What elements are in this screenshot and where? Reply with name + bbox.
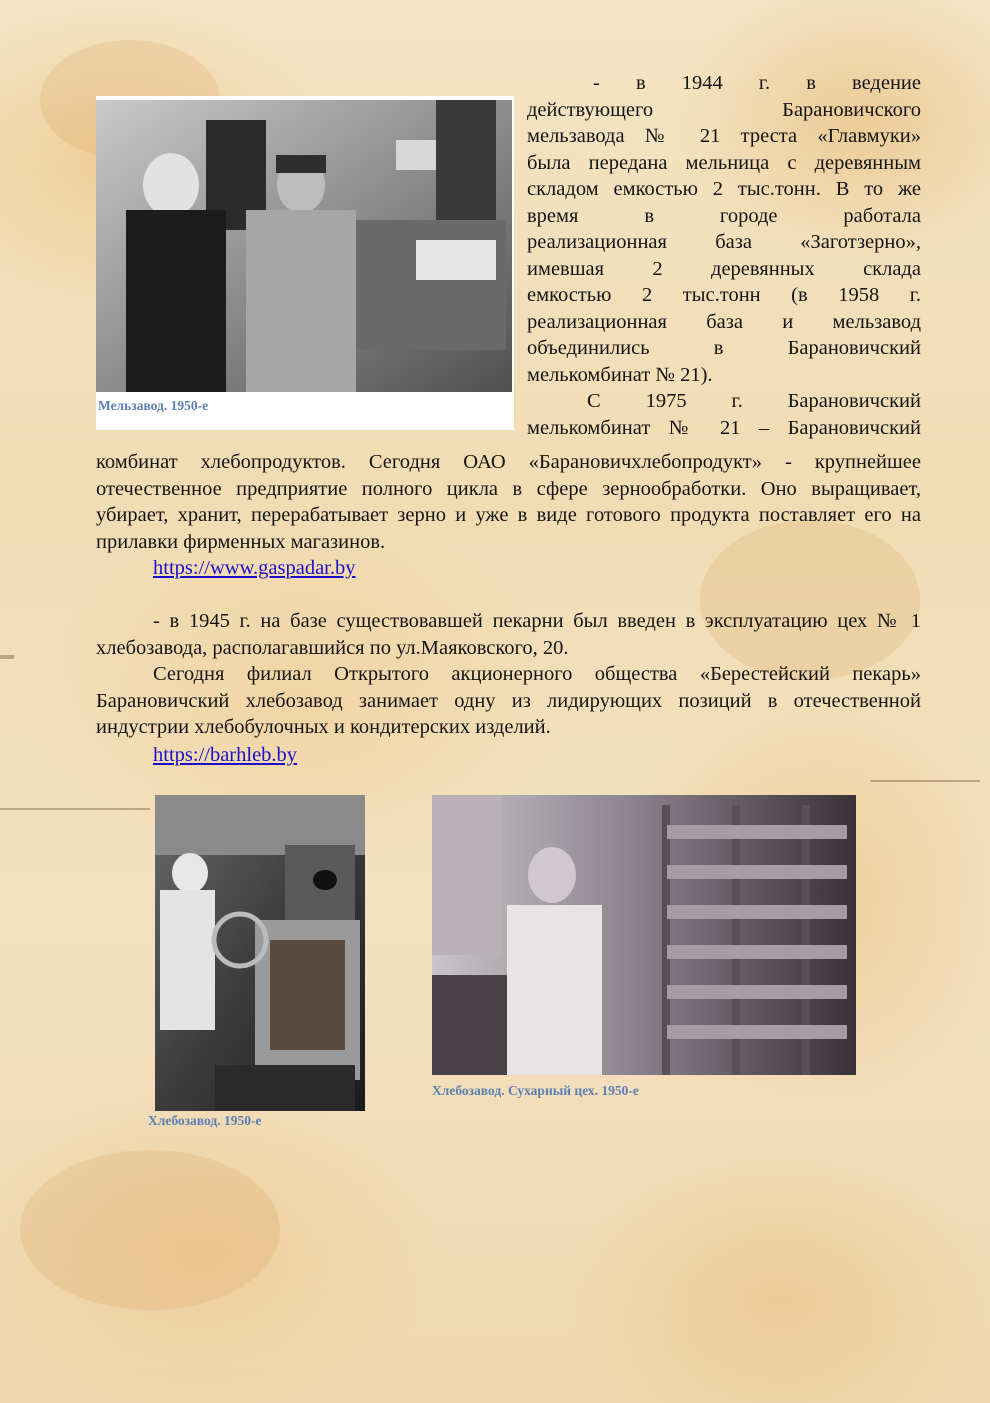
mill-photo-caption: Мельзавод. 1950-е	[98, 398, 209, 413]
paragraph-bakery-today: Сегодня филиал Открытого акционерного общества «Берестейский пекарь» Барановичский хлебозавод занимает одну из лидирующих позиций в отечественной индустрии хлебобулочных и кондитерских изделий.	[96, 663, 921, 738]
paper-scratch	[0, 808, 150, 810]
paper-scratch	[870, 780, 980, 782]
paragraph-1944-line: время в городе работала	[527, 204, 921, 227]
bakery-photo-caption: Хлебозавод. 1950-е	[148, 1113, 262, 1128]
paragraph-1944-line: реализационная база «Заготзерно»,	[527, 231, 921, 253]
paragraph-1944-line: реализационная база и мельзавод	[527, 310, 921, 333]
paragraph-1975-second-line: мелькомбинат № 21 – Барановичский	[527, 416, 921, 439]
paragraph-1944-lines	[527, 97, 921, 362]
paper-scratch	[0, 655, 14, 659]
bakery-photo	[155, 795, 365, 1111]
mill-photo	[96, 100, 512, 392]
rusk-shop-photo	[432, 795, 856, 1075]
paragraph-1944-line: емкостью 2 тыс.тонн (в 1958 г.	[527, 284, 921, 306]
paragraph-1944-last-line: мелькомбинат № 21).	[527, 363, 713, 386]
paragraph-1944-line: мельзавода № 21 треста «Главмуки»	[527, 125, 921, 147]
paper-stain	[20, 1150, 280, 1310]
paragraph-1975-first-line: С 1975 г. Барановичский	[587, 390, 921, 412]
paragraph-1944-line: была передана мельница с деревянным	[527, 151, 921, 174]
paragraph-1945: - в 1945 г. на базе существовавшей пекарни был введен в эксплуатацию цех № 1 хлебозавода, располагавшийся по ул.Маяковского, 20.	[96, 610, 921, 659]
paragraph-1944-line: действующего Барановичского	[527, 98, 921, 121]
rusk-shop-photo-caption: Хлебозавод. Сухарный цех. 1950-е	[432, 1083, 639, 1098]
barhleb-link[interactable]: https://barhleb.by	[153, 744, 298, 766]
paragraph-1944-line: имевшая 2 деревянных склада	[527, 257, 921, 280]
mill-photo-frame	[96, 96, 514, 430]
paragraph-1944-line: складом емкостью 2 тыс.тонн. В то же	[527, 178, 921, 200]
paragraph-1944-line: объединились в Барановичский	[527, 337, 921, 359]
paragraph-1975-rest: комбинат хлебопродуктов. Сегодня ОАО «Барановичхлебопродукт» - крупнейшее отечественное предприятие полного цикла в сфере зернообработки. Оно выращивает, убирает, хранит, перерабатывает зерно и уже в виде готового продукта поставляет его на прилавки фирменных магазинов.	[96, 451, 921, 553]
paragraph-1944-first-line: - в 1944 г. в ведение	[593, 72, 921, 94]
paragraph-1944	[527, 70, 921, 441]
gaspadar-link[interactable]: https://www.gaspadar.by	[153, 557, 356, 579]
